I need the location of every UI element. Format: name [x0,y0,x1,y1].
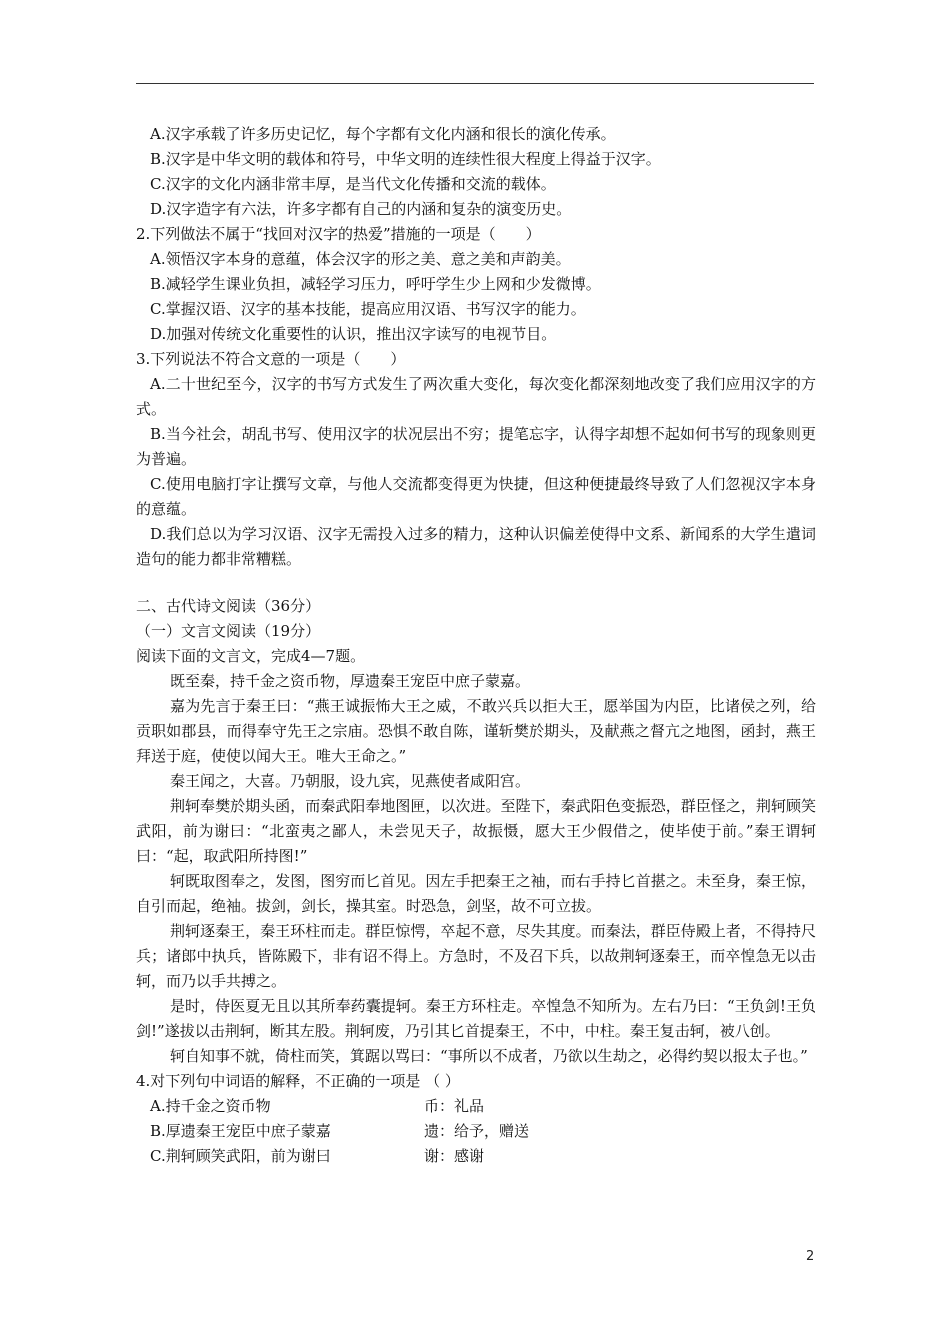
passage-paragraph: 秦王闻之，大喜。乃朝服，设九宾，见燕使者咸阳宫。 [170,772,531,790]
passage-paragraph: 荆轲逐秦王，秦王环柱而走。群臣惊愕，卒起不意，尽失其度。而秦法，群臣侍殿上者，不得持尺兵；诸郎中执兵，皆陈殿下，非有诏不得上。方急时，不及召下兵，以故荆轲逐秦王，而卒惶急无以击轲，而乃以手共搏之。 [136,922,816,990]
q4-option-b-sentence: B.厚遗秦王宠臣中庶子蒙嘉 [150,1122,331,1140]
header-rule [136,83,814,84]
passage-paragraph: 嘉为先言于秦王曰：“燕王诚振怖大王之威，不敢兴兵以拒大王，愿举国为内臣，比诸侯之列，给贡职如郡县，而得奉守先王之宗庙。恐惧不敢自陈，谨斩樊於期头，及献燕之督亢之地图，函封，燕王拜送于庭，使使以闻大王。唯大王命之。” [136,697,816,765]
passage-paragraph: 轲自知事不就，倚柱而笑，箕踞以骂曰：“事所以不成者，乃欲以生劫之，必得约契以报太子也。” [170,1047,808,1065]
passage-paragraph: 既至秦，持千金之资币物，厚遗秦王宠臣中庶子蒙嘉。 [170,672,531,690]
q2-stem: 2.下列做法不属于“找回对汉字的热爱”措施的一项是（ ） [136,225,541,243]
q3-stem: 3.下列说法不符合文意的一项是（ ） [136,350,406,368]
section-gap [136,572,816,594]
q3-option-a: A.二十世纪至今，汉字的书写方式发生了两次重大变化，每次变化都深刻地改变了我们应用汉字的方式。 [136,375,816,418]
q3-option-d: D.我们总以为学习汉语、汉字无需投入过多的精力，这种认识偏差使得中文系、新闻系的大学生遣词造句的能力都非常糟糕。 [136,525,816,568]
page-content [136,122,816,1169]
q4-stem: 4.对下列句中词语的解释，不正确的一项是 （ ） [136,1072,460,1090]
q3-option-b: B.当今社会，胡乱书写、使用汉字的状况层出不穷；提笔忘字，认得字却想不起如何书写的现象则更为普遍。 [136,425,816,468]
q2-option-a: A.领悟汉字本身的意蕴，体会汉字的形之美、意之美和声韵美。 [150,250,571,268]
q4-option-c-sentence: C.荆轲顾笑武阳，前为谢曰 [150,1147,331,1165]
q2-option-b: B.减轻学生课业负担，减轻学习压力，呼吁学生少上网和少发微博。 [150,275,601,293]
q4-option-a-sentence: A.持千金之资币物 [150,1097,271,1115]
q4-option-b [136,1119,816,1144]
passage-paragraph: 轲既取图奉之，发图，图穷而匕首见。因左手把秦王之袖，而右手持匕首揕之。未至身，秦王惊，自引而起，绝袖。拔剑，剑长，操其室。时恐急，剑坚，故不可立拔。 [136,872,816,915]
q1-option-b: B.汉字是中华文明的载体和符号，中华文明的连续性很大程度上得益于汉字。 [150,150,661,168]
passage-paragraph: 荆轲奉樊於期头函，而秦武阳奉地图匣，以次进。至陛下，秦武阳色变振恐，群臣怪之，荆轲顾笑武阳，前为谢曰：“北蛮夷之鄙人，未尝见天子，故振慑，愿大王少假借之，使毕使于前。”秦王谓轲曰：“起，取武阳所持图!” [136,797,816,865]
section-title: 二、古代诗文阅读（36分） [136,597,321,615]
q2-option-c: C.掌握汉语、汉字的基本技能，提高应用汉语、书写汉字的能力。 [150,300,586,318]
q4-option-c [136,1144,816,1169]
reading-instruction: 阅读下面的文言文，完成4—7题。 [136,647,366,665]
page-number: 2 [806,1249,815,1264]
q4-option-c-gloss: 谢：感谢 [424,1147,485,1165]
q4-option-a [136,1094,816,1119]
passage-paragraph: 是时，侍医夏无且以其所奉药囊提轲。秦王方环柱走。卒惶急不知所为。左右乃曰：“王负剑!王负剑!”遂拔以击荆轲，断其左股。荆轲废，乃引其匕首提秦王，不中，中柱。秦王复击轲，被八创。 [136,997,816,1040]
subsection-title: （一）文言文阅读（19分） [136,622,321,640]
q1-option-a: A.汉字承载了许多历史记忆，每个字都有文化内涵和很长的演化传承。 [150,125,616,143]
q4-option-a-gloss: 币：礼品 [424,1097,485,1115]
q1-option-c: C.汉字的文化内涵非常丰厚，是当代文化传播和交流的载体。 [150,175,556,193]
q4-option-b-gloss: 遗：给予，赠送 [424,1122,530,1140]
q3-option-c: C.使用电脑打字让撰写文章，与他人交流都变得更为快捷，但这种便捷最终导致了人们忽视汉字本身的意蕴。 [136,475,816,518]
q2-option-d: D.加强对传统文化重要性的认识，推出汉字读写的电视节目。 [150,325,557,343]
q1-option-d: D.汉字造字有六法，许多字都有自己的内涵和复杂的演变历史。 [150,200,572,218]
